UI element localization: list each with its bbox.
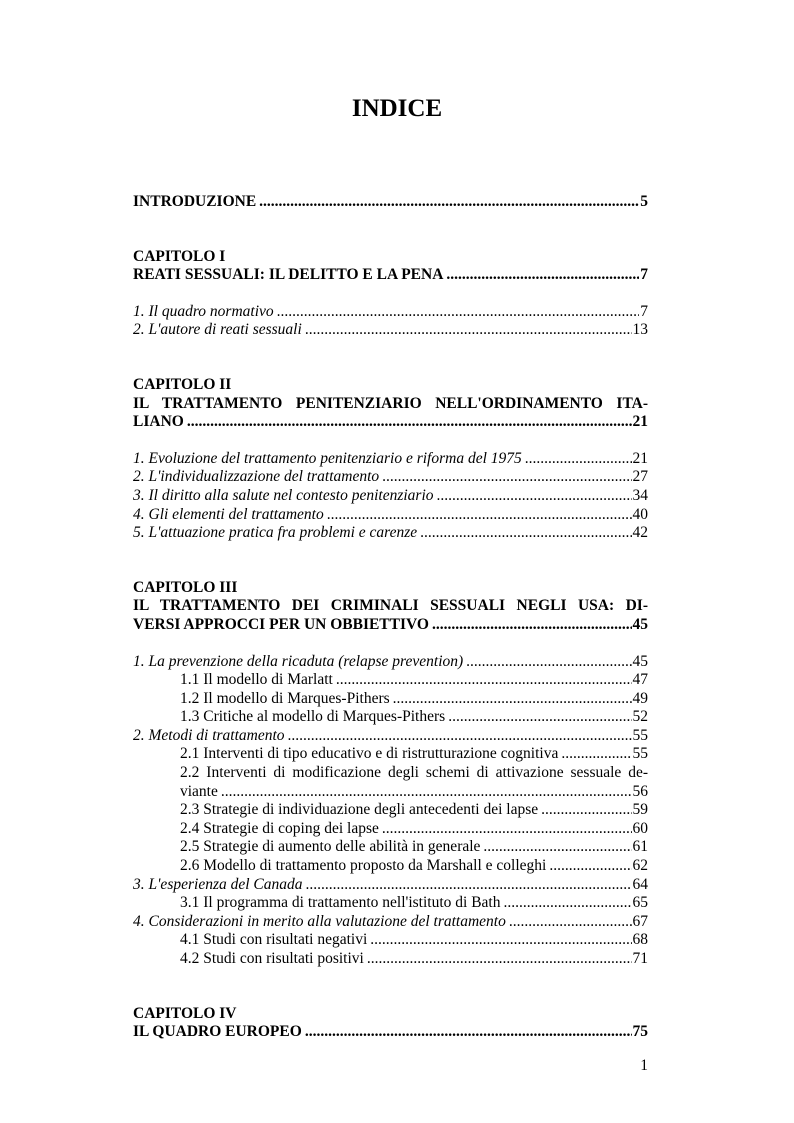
toc-entry-page: 71 — [632, 950, 648, 967]
toc-entry-title: 2.4 Strategie di coping dei lapse — [180, 819, 379, 837]
dot-leader — [370, 931, 631, 950]
dot-leader — [187, 413, 632, 432]
dot-leader — [259, 193, 639, 212]
toc-entry-title: 1. La prevenzione della ricaduta (relapse prevention) — [133, 652, 464, 670]
chapter-title-line: IL TRATTAMENTO DEI CRIMINALI SESSUALI NEGLI USA: DI- — [133, 597, 648, 615]
toc-entry-title: INTRODUZIONE — [133, 193, 257, 210]
toc-entry-subsection[interactable] — [133, 708, 648, 727]
chapter-label: CAPITOLO III — [133, 578, 238, 596]
toc-entry-title: REATI SESSUALI: IL DELITTO E LA PENA — [133, 266, 444, 284]
toc-entry-title: 5. L'attuazione pratica fra problemi e carenze — [133, 524, 418, 542]
toc-entry-section[interactable] — [133, 524, 648, 543]
toc-entry-subsection[interactable] — [133, 690, 648, 709]
toc-entry-page: 65 — [632, 894, 648, 912]
toc-entry-page: 27 — [632, 468, 648, 486]
toc-entry-title: 1.3 Critiche al modello di Marques-Pithers — [180, 708, 446, 726]
toc-entry-title: IL QUADRO EUROPEO — [133, 1023, 302, 1041]
toc-entry-page: 45 — [632, 652, 648, 670]
toc-entry-title: VERSI APPROCCI PER UN OBBIETTIVO — [133, 615, 429, 633]
chapter-label: CAPITOLO II — [133, 375, 232, 393]
dot-leader — [221, 783, 632, 802]
toc-entry-page: 55 — [632, 726, 648, 744]
toc-entry-title: 4. Gli elementi del trattamento — [133, 505, 324, 523]
toc-entry-title: 2.6 Modello di trattamento proposto da Marshall e colleghi — [180, 857, 547, 875]
toc-entry-title: 4.1 Studi con risultati negativi — [180, 931, 368, 949]
dot-leader — [437, 487, 632, 506]
toc-entry-section[interactable] — [133, 450, 648, 469]
toc-entry-title: 1.2 Il modello di Marques-Pithers — [180, 689, 390, 707]
dot-leader — [393, 690, 632, 709]
dot-leader — [305, 321, 632, 340]
toc-entry-page: 62 — [632, 857, 648, 875]
dot-leader — [277, 303, 640, 322]
dot-leader — [336, 671, 632, 690]
chapter-title-line: IL TRATTAMENTO PENITENZIARIO NELL'ORDINAMENTO ITA- — [133, 394, 648, 412]
toc-entry-section[interactable] — [133, 727, 648, 746]
toc-entry-subsection[interactable] — [133, 801, 648, 820]
dot-leader — [503, 894, 631, 913]
toc-entry-page: 64 — [632, 875, 648, 893]
dot-leader — [549, 857, 631, 876]
toc-entry-section[interactable] — [133, 468, 648, 487]
toc-entry-page: 7 — [640, 302, 648, 320]
dot-leader — [382, 820, 632, 839]
toc-entry-chapter-1[interactable] — [133, 266, 648, 285]
dot-leader — [432, 616, 632, 635]
toc-entry-page: 52 — [632, 708, 648, 726]
toc-entry-title: 1.1 Il modello di Marlatt — [180, 671, 333, 689]
toc-entry-introduzione[interactable] — [133, 193, 648, 212]
dot-leader — [306, 876, 632, 895]
toc-entry-page: 61 — [632, 838, 648, 856]
toc-entry-page: 47 — [632, 671, 648, 689]
toc-entry-subsection[interactable] — [133, 894, 648, 913]
toc-entry-title-line: 2.2 Interventi di modificazione degli schemi di attivazione sessuale de- — [180, 764, 648, 782]
dot-leader — [466, 653, 631, 672]
dot-leader — [509, 913, 632, 932]
toc-entry-section[interactable] — [133, 653, 648, 672]
dot-leader — [367, 950, 632, 969]
toc-entry-subsection-wrapped[interactable] — [133, 764, 648, 783]
toc-entry-subsection[interactable] — [133, 950, 648, 969]
toc-entry-section[interactable] — [133, 487, 648, 506]
table-of-contents — [133, 193, 648, 1042]
toc-entry-section[interactable] — [133, 876, 648, 895]
toc-entry-subsection[interactable] — [133, 820, 648, 839]
toc-entry-section[interactable] — [133, 303, 648, 322]
toc-entry-page: 55 — [632, 745, 648, 763]
toc-entry-page: 5 — [640, 193, 648, 210]
toc-entry-title: 2.3 Strategie di individuazione degli antecedenti dei lapse — [180, 801, 539, 819]
toc-entry-page: 56 — [632, 782, 648, 800]
toc-entry-title: 1. Evoluzione del trattamento penitenziario e riforma del 1975 — [133, 449, 522, 467]
dot-leader — [525, 450, 632, 469]
dot-leader — [446, 266, 639, 285]
toc-entry-page: 21 — [632, 413, 648, 431]
toc-entry-title: 2.5 Strategie di aumento delle abilità in generale — [180, 838, 481, 856]
toc-entry-subsection[interactable] — [133, 931, 648, 950]
toc-entry-subsection[interactable] — [133, 745, 648, 764]
chapter-label: CAPITOLO IV — [133, 1004, 237, 1022]
dot-leader — [541, 801, 631, 820]
toc-entry-title: 1. Il quadro normativo — [133, 302, 274, 320]
toc-entry-title: LIANO — [133, 413, 184, 431]
toc-entry-title: 2. L'individualizzazione del trattamento — [133, 468, 380, 486]
toc-entry-title: viante — [180, 782, 218, 800]
toc-entry-page: 45 — [632, 615, 648, 633]
dot-leader — [561, 745, 631, 764]
page-title: INDICE — [351, 95, 443, 122]
toc-entry-title: 2. Metodi di trattamento — [133, 726, 285, 744]
toc-entry-title: 2. L'autore di reati sessuali — [133, 321, 302, 339]
page-number: 1 — [640, 1057, 648, 1074]
dot-leader — [420, 524, 631, 543]
toc-entry-title: 3. L'esperienza del Canada — [133, 875, 303, 893]
toc-entry-title: 4.2 Studi con risultati positivi — [180, 950, 364, 967]
toc-entry-title: 2.1 Interventi di tipo educativo e di ristrutturazione cognitiva — [180, 745, 559, 763]
toc-entry-subsection[interactable] — [133, 857, 648, 876]
toc-entry-page: 60 — [632, 819, 648, 837]
toc-entry-page: 40 — [632, 505, 648, 523]
dot-leader — [305, 1023, 632, 1042]
toc-entry-section[interactable] — [133, 913, 648, 932]
toc-entry-subsection[interactable] — [133, 671, 648, 690]
toc-entry-page: 59 — [632, 801, 648, 819]
toc-entry-title: 3.1 Il programma di trattamento nell'istituto di Bath — [180, 894, 501, 912]
toc-entry-section[interactable] — [133, 321, 648, 340]
dot-leader — [288, 727, 632, 746]
dot-leader — [448, 708, 631, 727]
toc-entry-page: 13 — [632, 321, 648, 339]
dot-leader — [483, 838, 631, 857]
toc-entry-chapter-2[interactable] — [133, 413, 648, 432]
toc-entry-section[interactable] — [133, 506, 648, 525]
toc-entry-title: 4. Considerazioni in merito alla valutazione del trattamento — [133, 912, 506, 930]
toc-entry-page: 68 — [632, 931, 648, 949]
toc-entry-chapter-4[interactable] — [133, 1023, 648, 1042]
chapter-label: CAPITOLO I — [133, 247, 226, 265]
dot-leader — [382, 468, 631, 487]
toc-entry-page: 49 — [632, 689, 648, 707]
toc-entry-page: 67 — [632, 912, 648, 930]
toc-entry-page: 42 — [632, 524, 648, 542]
toc-entry-subsection[interactable] — [133, 838, 648, 857]
toc-entry-subsection-continued[interactable] — [133, 783, 648, 802]
toc-entry-page: 21 — [632, 449, 648, 467]
dot-leader — [327, 506, 632, 525]
toc-entry-page: 34 — [632, 486, 648, 504]
toc-entry-chapter-3[interactable] — [133, 616, 648, 635]
toc-entry-title: 3. Il diritto alla salute nel contesto penitenziario — [133, 486, 434, 504]
toc-entry-page: 75 — [632, 1023, 648, 1041]
toc-entry-page: 7 — [640, 266, 648, 284]
